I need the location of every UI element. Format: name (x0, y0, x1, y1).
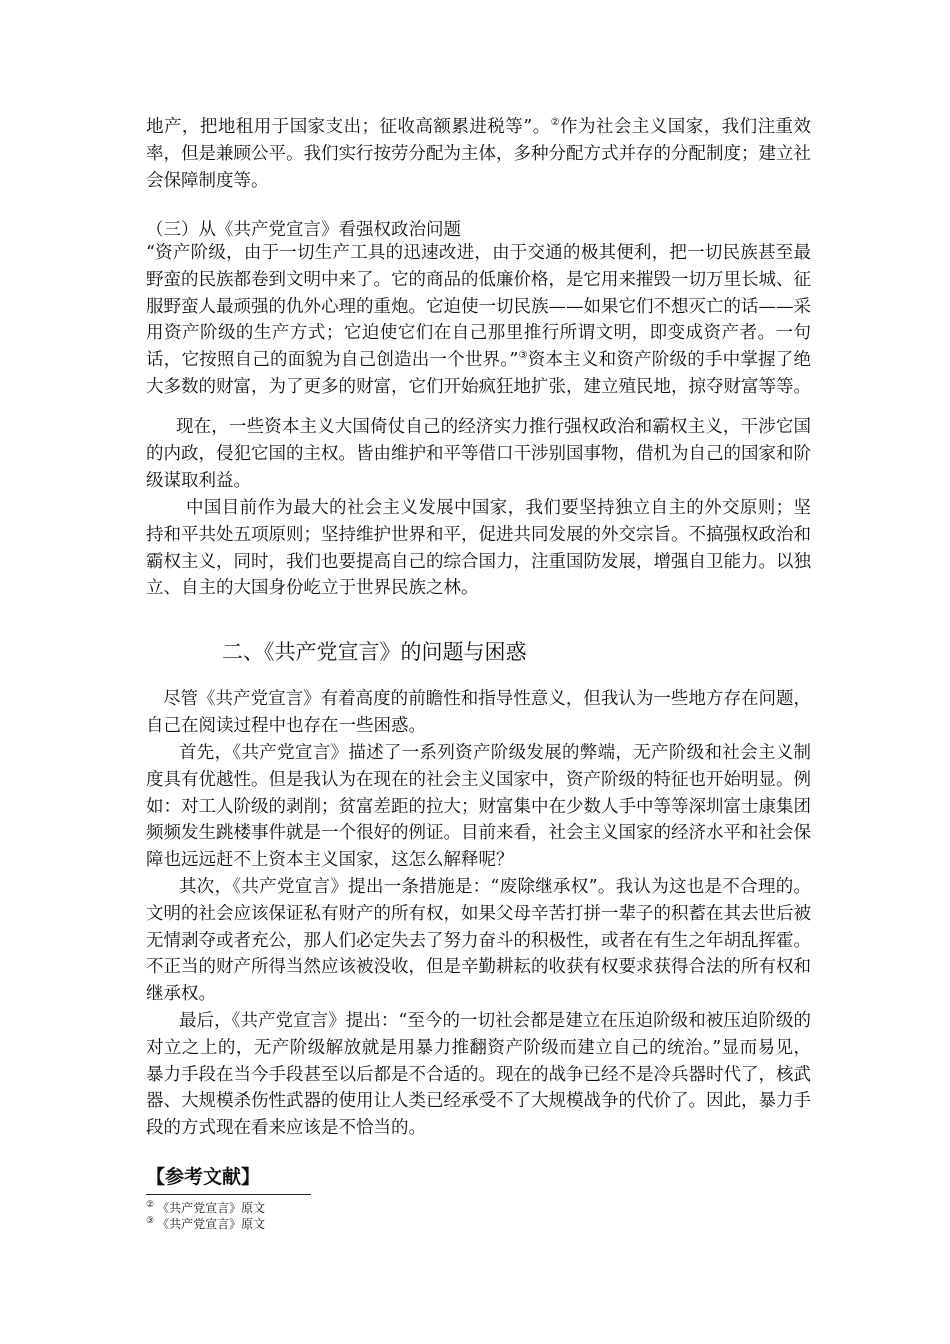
paragraph-china: 中国目前作为最大的社会主义发展中国家，我们要坚持独立自主的外交原则；坚持和平共处五项原则；坚持维护世界和平，促进共同发展的外交宗旨。不搞强权政治和霸权主义，同时，我们也要提高自己的综合国力，注重国防发展，增强自卫能力。以独立、自主的大国身份屹立于世界民族之林。 (146, 498, 811, 599)
paragraph-second: 其次，《共产党宣言》提出一条措施是：“废除继承权”。我认为这也是不合理的。文明的社会应该保证私有财产的所有权，如果父母辛苦打拼一辈子的积蓄在其去世后被无情剥夺或者充公，那人们必定失去了努力奋斗的积极性，或者在有生之年胡乱挥霍。不正当的财产所得当然应该被没收，但是辛勤耕耘的收获有权要求获得合法的所有权和继承权。 (146, 877, 811, 1005)
paragraph-distribution (146, 114, 811, 194)
paragraph-quote (146, 240, 811, 401)
paragraph-hegemony: 现在，一些资本主义大国倚仗自己的经济实力推行强权政治和霸权主义，干涉它国的内政，侵犯它国的主权。皆由维护和平等借口干涉别国事物，借机为自己的国家和阶级谋取利益。 (146, 417, 811, 491)
footnote-mark: ③ (146, 1216, 155, 1226)
footnote-2 (146, 1199, 265, 1216)
footnote-divider (146, 1194, 311, 1195)
paragraph-last: 最后，《共产党宣言》提出：“至今的一切社会都是建立在压迫阶级和被压迫阶级的对立之上的，无产阶级解放就是用暴力推翻资产阶级而建立自己的统治。”显而易见，暴力手段在当今手段甚至以后都是不合适的。现在的战争已经不是冷兵器时代了，核武器、大规模杀伤性武器的使用让人类已经承受不了大规模战争的代价了。因此，暴力手段的方式现在看来应该是不恰当的。 (146, 1011, 811, 1139)
footnote-mark: ② (146, 1200, 155, 1210)
paragraph-intro-problems: 尽管《共产党宣言》有着高度的前瞻性和指导性意义，但我认为一些地方存在问题，自己在阅读过程中也存在一些困惑。 (146, 689, 811, 736)
paragraph-first: 首先，《共产党宣言》描述了一系列资产阶级发展的弊端，无产阶级和社会主义制度具有优越性。但是我认为在现在的社会主义国家中，资产阶级的特征也开始明显。例如：对工人阶级的剥削；贫富差距的拉大；财富集中在少数人手中等等深圳富士康集团频频发生跳楼事件就是一个很好的例证。目前来看，社会主义国家的经济水平和社会保障也远远赶不上资本主义国家，这怎么解释呢？ (146, 743, 811, 871)
footnote-text: 《共产党宣言》原文 (157, 1217, 266, 1231)
section-3-title: （三）从《共产党宣言》看强权政治问题 (146, 220, 461, 240)
paragraph-text: “资产阶级，由于一切生产工具的迅速改进，由于交通的极其便利，把一切民族甚至最野蛮的民族都卷到文明中来了。它的商品的低廉价格，是它用来摧毁一切万里长城、征服野蛮人最顽强的仇外心理的重炮。它迫使一切民族——如果它们不想灭亡的话——采用资产阶级的生产方式；它迫使它们在自己那里推行所谓文明，即变成资产者。一句话，它按照自己的面貌为自己创造出一个世界。” (146, 243, 811, 371)
references-title: 【参考文献】 (146, 1166, 261, 1188)
footnote-ref-2[interactable]: ② (550, 117, 560, 129)
footnote-ref-3[interactable]: ③ (518, 350, 528, 362)
section-2-heading: 二、《共产党宣言》的问题与困惑 (222, 640, 527, 664)
footnote-3 (146, 1215, 265, 1232)
paragraph-text: 作为社会主义国家，我们注重效率，但是兼顾公平。我们实行按劳分配为主体，多种分配方式并存的分配制度；建立社会保障制度等。 (146, 117, 811, 191)
paragraph-text: 资本主义和资产阶级的手中掌握了绝大多数的财富，为了更多的财富，它们开始疯狂地扩张，建立殖民地，掠夺财富等等。 (146, 350, 812, 397)
footnote-text: 《共产党宣言》原文 (157, 1201, 266, 1215)
paragraph-text: 地产，把地租用于国家支出；征收高额累进税等”。 (146, 117, 551, 137)
